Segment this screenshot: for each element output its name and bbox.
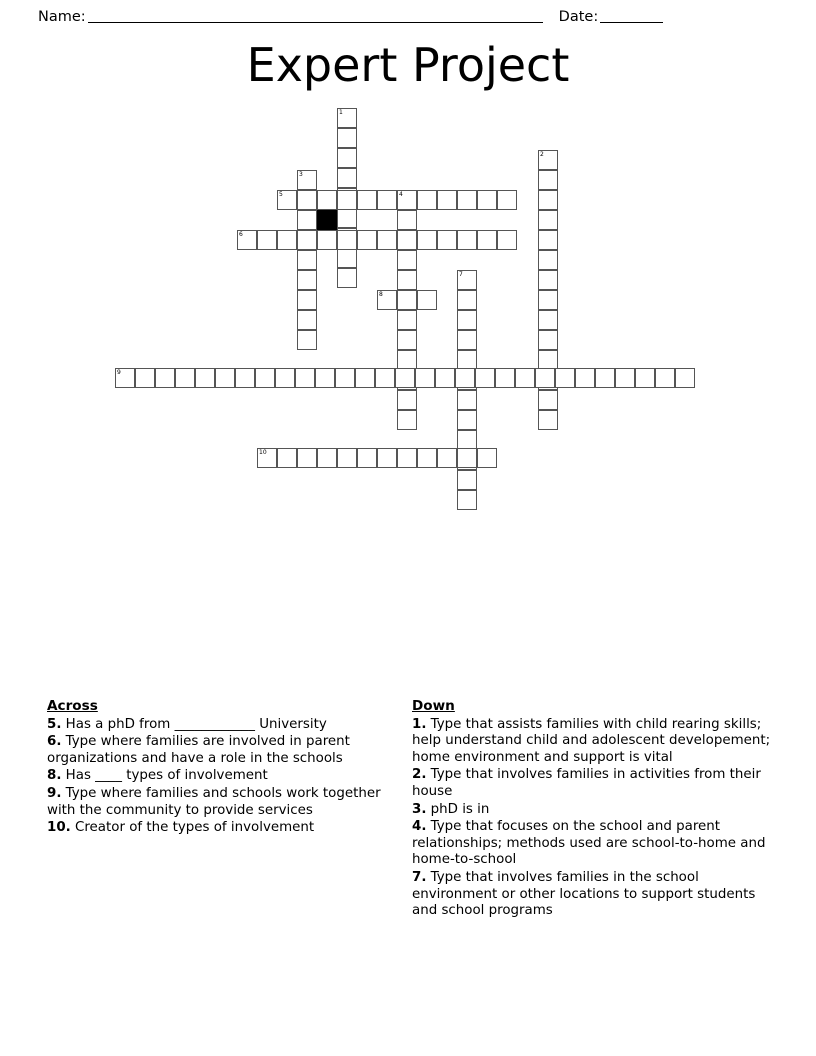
crossword-cell[interactable]: [497, 190, 517, 210]
crossword-cell[interactable]: [397, 390, 417, 410]
crossword-cell[interactable]: [175, 368, 195, 388]
crossword-cell-number: 6: [239, 231, 243, 238]
crossword-cell[interactable]: [417, 290, 437, 310]
crossword-cell[interactable]: [457, 490, 477, 510]
crossword-cell[interactable]: [538, 210, 558, 230]
crossword-cell[interactable]: [417, 190, 437, 210]
crossword-cell[interactable]: [297, 448, 317, 468]
clue-number: 8.: [47, 768, 62, 784]
crossword-cell[interactable]: [297, 170, 317, 190]
crossword-cell[interactable]: [337, 128, 357, 148]
crossword-cell[interactable]: [457, 290, 477, 310]
crossword-cell[interactable]: [337, 148, 357, 168]
crossword-cell[interactable]: [457, 390, 477, 410]
crossword-cell[interactable]: [675, 368, 695, 388]
crossword-cell[interactable]: [195, 368, 215, 388]
clue-number: 1.: [412, 716, 427, 732]
clue-number: 9.: [47, 785, 62, 801]
clue-text: Has ____ types of involvement: [61, 768, 268, 784]
crossword-cell[interactable]: [277, 230, 297, 250]
clue-number: 5.: [47, 716, 62, 732]
crossword-cell[interactable]: [377, 230, 397, 250]
crossword-cell-number: 1: [339, 109, 343, 116]
crossword-cell[interactable]: [435, 368, 455, 388]
crossword-cell[interactable]: [375, 368, 395, 388]
crossword-cell[interactable]: [397, 230, 417, 250]
crossword-cell[interactable]: [477, 230, 497, 250]
crossword-cell[interactable]: [295, 368, 315, 388]
crossword-cell[interactable]: [415, 368, 435, 388]
crossword-cell-number: 7: [459, 271, 463, 278]
date-label: Date:: [558, 9, 599, 25]
clue-item-down-7: [412, 870, 772, 920]
clue-number: 2.: [412, 767, 427, 783]
clue-item-down-3: [412, 802, 772, 819]
clue-text: Type that assists families with child rearing skills; help understand child and adolescent developement; home environment and support is vital: [412, 716, 771, 765]
crossword-cell-number: 8: [379, 291, 383, 298]
crossword-cell[interactable]: [538, 390, 558, 410]
crossword-cell[interactable]: [437, 230, 457, 250]
crossword-cell-number: 3: [299, 171, 303, 178]
crossword-cell[interactable]: [317, 230, 337, 250]
crossword-cell-number: 10: [259, 449, 267, 456]
crossword-cell[interactable]: [538, 150, 558, 170]
crossword-cell[interactable]: [477, 190, 497, 210]
crossword-cell[interactable]: [538, 250, 558, 270]
clue-text: phD is in: [426, 801, 490, 817]
crossword-cell[interactable]: [357, 448, 377, 468]
crossword-cell[interactable]: [357, 190, 377, 210]
crossword-cell-number: 2: [540, 151, 544, 158]
clue-text: Type that involves families in the school environment or other locations to support students and school programs: [412, 869, 756, 919]
crossword-cell[interactable]: [535, 368, 555, 388]
across-clue-list: [47, 717, 397, 837]
crossword-cell[interactable]: [297, 250, 317, 270]
crossword-cell[interactable]: [377, 448, 397, 468]
crossword-cell[interactable]: [457, 270, 477, 290]
crossword-cell[interactable]: [397, 210, 417, 230]
crossword-cell[interactable]: [257, 230, 277, 250]
crossword-cell[interactable]: [457, 330, 477, 350]
crossword-cell-number: 9: [117, 369, 121, 376]
crossword-cell[interactable]: [457, 410, 477, 430]
clue-text: Has a phD from ____________ University: [61, 716, 327, 732]
crossword-cell[interactable]: [457, 448, 477, 468]
crossword-cell[interactable]: [297, 230, 317, 250]
crossword-cell[interactable]: [395, 368, 415, 388]
crossword-block-cell: [317, 210, 337, 230]
crossword-cell-number: 4: [399, 191, 403, 198]
down-heading: Down: [412, 698, 455, 714]
clue-text: Type that involves families in activities from their house: [412, 767, 761, 799]
crossword-cell[interactable]: [457, 230, 477, 250]
clue-lists: [0, 698, 816, 998]
crossword-cell[interactable]: [655, 368, 675, 388]
crossword-cell[interactable]: [397, 330, 417, 350]
crossword-cell[interactable]: [337, 248, 357, 268]
page-title: Expert Project: [246, 38, 570, 92]
crossword-cell[interactable]: [538, 330, 558, 350]
crossword-cell[interactable]: [397, 448, 417, 468]
crossword-cell[interactable]: [635, 368, 655, 388]
crossword-cell[interactable]: [538, 290, 558, 310]
clue-text: Creator of the types of involvement: [70, 820, 315, 836]
crossword-cell[interactable]: [337, 168, 357, 188]
crossword-cell[interactable]: [257, 448, 277, 468]
crossword-cell[interactable]: [437, 190, 457, 210]
crossword-cell[interactable]: [255, 368, 275, 388]
crossword-cell[interactable]: [235, 368, 255, 388]
crossword-cell[interactable]: [297, 190, 317, 210]
crossword-cell[interactable]: [317, 190, 337, 210]
crossword-cell[interactable]: [337, 448, 357, 468]
crossword-cell[interactable]: [357, 230, 377, 250]
crossword-cell[interactable]: [315, 368, 335, 388]
down-clue-list: [412, 717, 772, 920]
crossword-cell[interactable]: [297, 210, 317, 230]
crossword-cell[interactable]: [475, 368, 495, 388]
crossword-cell[interactable]: [237, 230, 257, 250]
crossword-cell[interactable]: [457, 470, 477, 490]
across-clue-column: [47, 698, 397, 838]
crossword-cell[interactable]: [215, 368, 235, 388]
crossword-cell[interactable]: [538, 410, 558, 430]
crossword-cell[interactable]: [337, 108, 357, 128]
clue-number: 10.: [47, 820, 71, 836]
across-heading: Across: [47, 698, 98, 714]
crossword-cell[interactable]: [155, 368, 175, 388]
crossword-cell[interactable]: [538, 230, 558, 250]
crossword-cell[interactable]: [115, 368, 135, 388]
crossword-cell[interactable]: [555, 368, 575, 388]
clue-item-down-2: [412, 767, 772, 800]
crossword-cell[interactable]: [317, 448, 337, 468]
clue-item-across-9: [47, 786, 397, 819]
crossword-cell[interactable]: [595, 368, 615, 388]
crossword-cell[interactable]: [538, 270, 558, 290]
crossword-cell[interactable]: [615, 368, 635, 388]
crossword-cell[interactable]: [297, 270, 317, 290]
crossword-cell[interactable]: [275, 368, 295, 388]
name-label: Name:: [38, 9, 86, 25]
crossword-cell[interactable]: [497, 230, 517, 250]
clue-number: 4.: [412, 819, 427, 835]
crossword-cell[interactable]: [397, 270, 417, 290]
crossword-cell[interactable]: [277, 190, 297, 210]
clue-item-across-6: [47, 734, 397, 767]
crossword-cell[interactable]: [337, 268, 357, 288]
clue-item-across-5: [47, 717, 397, 734]
crossword-cell[interactable]: [538, 170, 558, 190]
clue-text: Type where families and schools work together with the community to provide services: [47, 785, 381, 818]
crossword-cell[interactable]: [457, 430, 477, 450]
crossword-cell[interactable]: [457, 310, 477, 330]
crossword-cell[interactable]: [457, 350, 477, 370]
crossword-cell[interactable]: [455, 368, 475, 388]
crossword-cell[interactable]: [397, 250, 417, 270]
crossword-cell[interactable]: [397, 310, 417, 330]
clue-text: Type that focuses on the school and parent relationships; methods used are school-to-home and home-to-school: [412, 819, 766, 868]
crossword-cell[interactable]: [297, 330, 317, 350]
crossword-cell[interactable]: [457, 190, 477, 210]
crossword-cell[interactable]: [355, 368, 375, 388]
clue-item-across-10: [47, 820, 397, 837]
crossword-cell[interactable]: [538, 350, 558, 370]
crossword-cell[interactable]: [277, 448, 297, 468]
down-clue-column: [412, 698, 772, 921]
crossword-cell[interactable]: [337, 208, 357, 228]
clue-item-down-1: [412, 717, 772, 767]
clue-number: 7.: [412, 869, 427, 885]
crossword-cell[interactable]: [575, 368, 595, 388]
crossword-cell[interactable]: [538, 310, 558, 330]
clue-item-down-4: [412, 819, 772, 869]
clue-text: Type where families are involved in parent organizations and have a role in the schools: [47, 734, 350, 766]
crossword-cell[interactable]: [397, 290, 417, 310]
crossword-cell[interactable]: [437, 448, 457, 468]
crossword-cell[interactable]: [397, 350, 417, 370]
crossword-cell[interactable]: [417, 448, 437, 468]
crossword-cell[interactable]: [477, 448, 497, 468]
crossword-cell[interactable]: [297, 290, 317, 310]
crossword-cell-number: 5: [279, 191, 283, 198]
crossword-cell[interactable]: [335, 368, 355, 388]
crossword-cell[interactable]: [377, 290, 397, 310]
crossword-cell[interactable]: [397, 190, 417, 210]
clue-item-across-8: [47, 768, 397, 785]
crossword-cell[interactable]: [297, 310, 317, 330]
crossword-cell[interactable]: [135, 368, 155, 388]
crossword-cell[interactable]: [337, 230, 357, 250]
crossword-cell[interactable]: [515, 368, 535, 388]
clue-number: 6.: [47, 734, 62, 750]
crossword-cell[interactable]: [538, 190, 558, 210]
clue-number: 3.: [412, 801, 427, 817]
crossword-cell[interactable]: [337, 190, 357, 210]
crossword-cell[interactable]: [495, 368, 515, 388]
crossword-cell[interactable]: [377, 190, 397, 210]
crossword-cell[interactable]: [397, 410, 417, 430]
crossword-cell[interactable]: [417, 230, 437, 250]
